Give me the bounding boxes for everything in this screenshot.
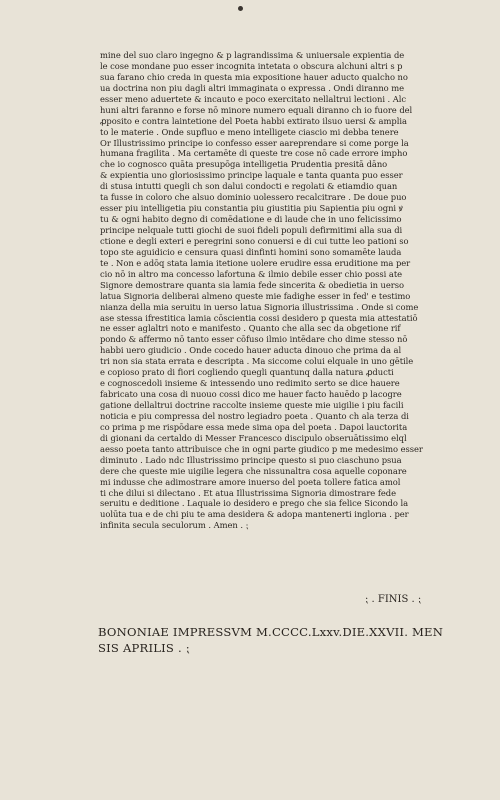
text-line: co prima p me rispōdare essa mede sima opa del poeta . Dapoi lauctorita [100,421,408,432]
text-line: noticia e piu compressa del nostro legiadro poeta . Quanto ch ala terza di [100,410,409,421]
text-line: esser piu intelligetia piu constantia piu giustitia piu Sapientia piu ogni ꝟ [100,203,403,214]
text-line: ase stessa ifrestitica lamia cōscientia cossi desidero p questa mia attestatiō [100,312,418,323]
text-line: di stusa intutti quegli ch son dalui condocti e regolati & etiamdio quan [100,181,398,192]
text-line: e cognoscedoli insieme & intessendo uno redimito serto se dice hauere [100,378,400,389]
text-line: habbi uero giudicio . Onde cocedo hauer aducta dinouo che prima da al [100,345,402,356]
text-line: latua Signoria deliberai almeno queste mie fadighe esser in fed' e testimo [100,290,411,301]
text-line: le cose mondane puo esser incognita intetata o obscura alchuni altri s p [100,60,403,71]
text-line: sua farano chio creda in questa mia expositione hauer aducto qualcho no [100,71,408,82]
text-line: tu & ogni habito degno di comēdatione e di laude che in uno felicissimo [100,214,402,225]
text-line: di gionani da certaldo di Messer Francesco discipulo obseruātissimo elql [100,432,407,443]
text-line: dere che queste mie uigilie legera che nissunaltra cosa aquelle coponare [100,465,407,476]
text-line: ta fusse in coloro che alsuo dominio uolessero recalcitrare . De doue puo [100,192,407,203]
text-line: fabricato una cosa di nuouo cossi dico me hauer facto hauēdo p lacogre [100,389,402,400]
finis-label: ⁏ . FINIS . ⁏ [365,594,422,605]
text-line: nianza della mia seruitu in uerso latua Signoria illustrissima . Onde si come [100,301,419,312]
text-line: uolūta tua e de chi piu te ama desidera & adopa mantenerti inglorıa . per [100,509,409,520]
colophon-line: SIS APRILIS . ⁏ [98,641,190,655]
colophon [98,624,458,656]
colophon-line: BONONIAE IMPRESSVM M.CCCC.Lxxv.DIE.XXVII. MEN [98,625,444,639]
text-line: che io cognosco quāta presupōga intelligetia Prudentia presitā dāno [100,159,388,170]
text-line: gatione dellaltrui doctrine raccolte insieme queste mie uigilie i piu facili [100,400,404,410]
text-line: & expientia uno gloriosissimo principe laquale e tanta quanta puo esser [100,170,403,181]
text-line: te . Non e adōq stata lamia itetione uolere erudire essa eruditione ma per [100,257,411,268]
text-line: pondo & affermo nō tanto esser cōfuso ilmio intēdare cho dime stesso nō [100,334,408,345]
text-line: ua doctrina non piu dagli altri immaginata o expressa . Ondi diranno me [100,82,405,93]
text-line: ꝓposito e contra laintetione del Poeta habbi extirato ilsuo uersi & amplia [100,115,407,126]
text-line: Or Illustrissimo principe io confesso esser aareprendare si come porge la [100,137,409,148]
text-line: esser meno aduertete & incauto e poco exercitato nellaltrui lectioni . Alc [100,93,407,104]
text-line: humana fragilita . Ma certamēte di queste tre cose nō cade errore impho [100,148,408,159]
text-line: topo ste aguidicio e censura quasi dinfinti homini sono somamēte lauda [100,246,402,257]
text-line: mi indusse che adimostrare amore inuerso del poeta tollere fatica amol [100,476,401,487]
text-line: diminuto . Lado ndc Illustrissimo principe questo si puo ciaschuno psua [100,454,402,465]
text-line: seruitu e deditione . Laquale io desidero e prego che sia felice Sicondo la [100,498,409,509]
text-line: infinita secula seculorum . Amen . ⁏ [100,520,249,531]
text-line: cio nō in altro ma concesso lafortuna & ilmio debile esser chio possi ate [100,268,403,279]
text-line: principe nelquale tutti giochi de suoi fideli populi defirmitimi alla sua di [100,225,403,235]
ink-dot-mark [238,6,243,11]
body-text-block [100,50,448,531]
text-line: ti che dilui si dilectano . Et atua Illustrissima Signoria dimostrare fede [100,487,397,498]
text-line: ctione e degli exteri e peregrini sono conuersi e di cui tutte leo pationi so [100,235,409,246]
text-line: Signore demostrare quanta sia lamia fede sincerita & obedietia in uerso [100,279,404,290]
text-line: aesso poeta tanto attribuisce che in ogni parte giudico p me medesimo esser [100,443,423,454]
text-line: to le materie . Onde supfluo e meno intelligete ciascio mi debba tenere [100,126,399,137]
text-line: huni altri faranno e forse nō minore numero equali diranno ch io fuore del [100,104,413,115]
text-line: ne esser aglaltri noto e manifesto . Quanto che alla sec da obgetione rif [100,323,401,334]
text-line: mine del suo claro ingegno & p lagrandissima & uniuersale expientia de [100,50,405,60]
text-line: tri non sia stata errata e descripta . Ma siccome colui elquale in uno gētile [100,356,414,367]
text-line: e copioso prato di fiori cogliendo quegli quantunq dalla natura ꝓducti [100,367,394,378]
